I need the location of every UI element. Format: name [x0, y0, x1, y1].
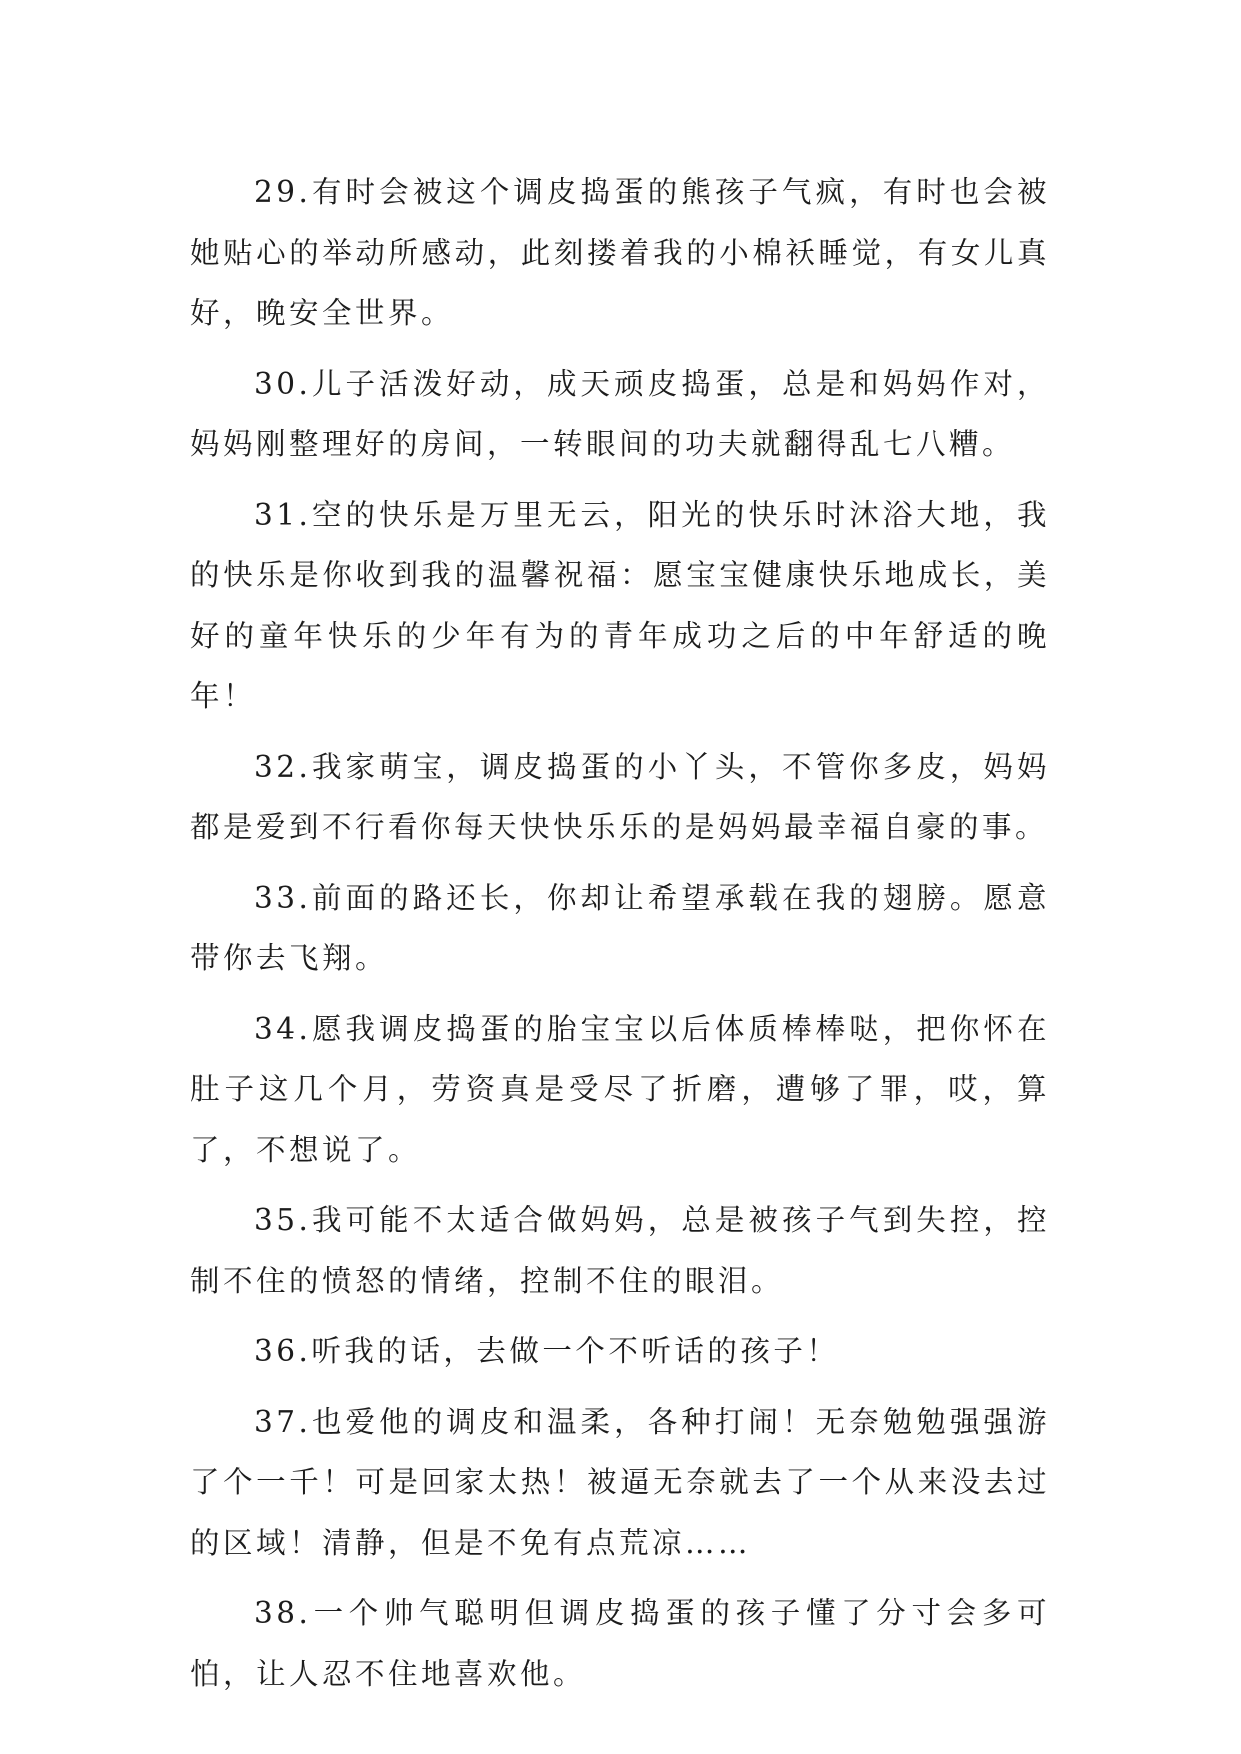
paragraph-36: 36.听我的话，去做一个不听话的孩子！: [254, 1334, 840, 1368]
paragraph-31: 31.空的快乐是万里无云，阳光的快乐时沐浴大地，我的快乐是你收到我的温馨祝福：愿宝宝健康快乐地成长，美好的童年快乐的少年有为的青年成功之后的中年舒适的晚年！: [190, 497, 1050, 713]
paragraph-34: 34.愿我调皮捣蛋的胎宝宝以后体质棒棒哒，把你怀在肚子这几个月，劳资真是受尽了折磨，遭够了罪，哎，算了，不想说了。: [190, 1011, 1050, 1167]
document-body: [190, 162, 1050, 1714]
paragraph-29: 29.有时会被这个调皮捣蛋的熊孩子气疯，有时也会被她贴心的举动所感动，此刻搂着我的小棉袄睡觉，有女儿真好，晚安全世界。: [190, 175, 1050, 330]
paragraph-37: 37.也爱他的调皮和温柔，各种打闹！无奈勉勉强强游了个一千！可是回家太热！被逼无奈就去了一个从来没去过的区域！清静，但是不免有点荒凉……: [190, 1404, 1050, 1560]
paragraph-32: 32.我家萌宝，调皮捣蛋的小丫头，不管你多皮，妈妈都是爱到不行看你每天快快乐乐的是妈妈最幸福自豪的事。: [190, 749, 1050, 844]
paragraph-33: 33.前面的路还长，你却让希望承载在我的翅膀。愿意带你去飞翔。: [190, 880, 1050, 975]
paragraph-38: 38.一个帅气聪明但调皮捣蛋的孩子懂了分寸会多可怕，让人忍不住地喜欢他。: [190, 1596, 1050, 1691]
paragraph-35: 35.我可能不太适合做妈妈，总是被孩子气到失控，控制不住的愤怒的情绪，控制不住的眼泪。: [190, 1203, 1050, 1298]
paragraph-30: 30.儿子活泼好动，成天顽皮捣蛋，总是和妈妈作对，妈妈刚整理好的房间，一转眼间的功夫就翻得乱七八糟。: [190, 366, 1050, 461]
